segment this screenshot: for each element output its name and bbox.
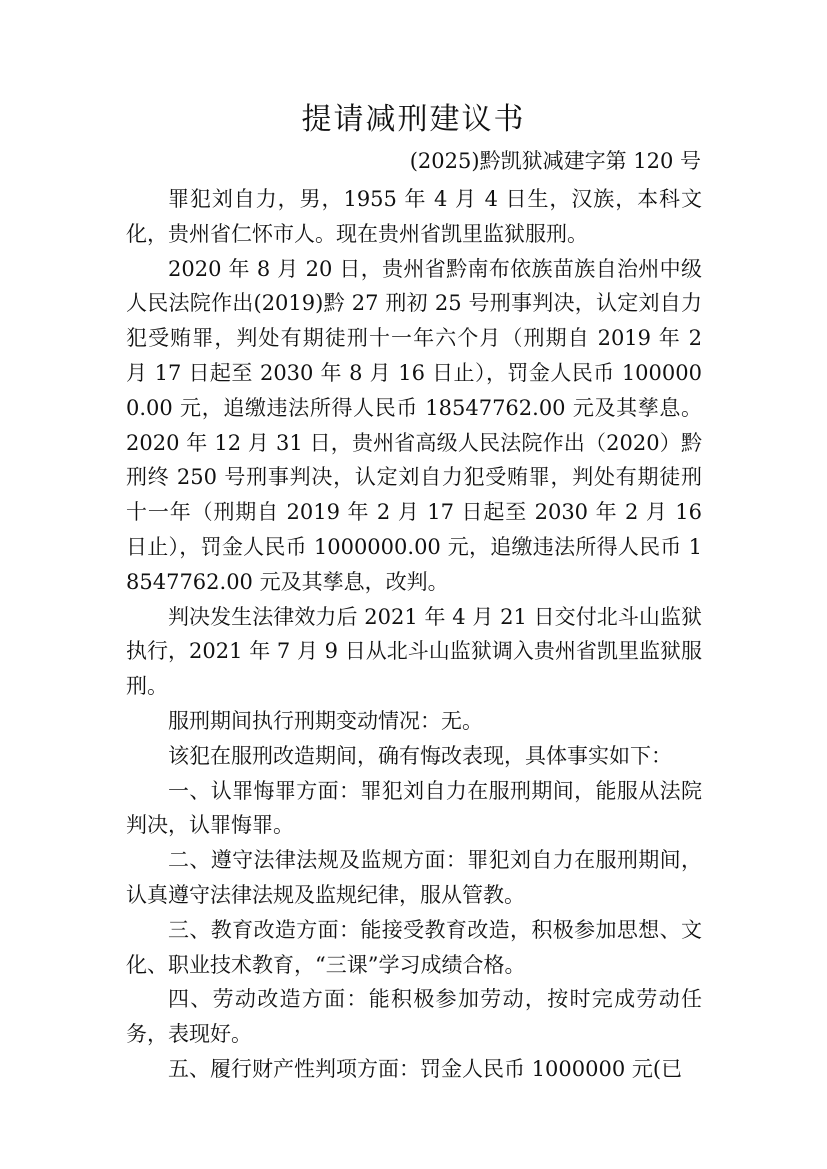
paragraph-repentance-intro: 该犯在服刑改造期间，确有悔改表现，具体事实如下： xyxy=(168,743,672,768)
paragraph-point-4: 四、劳动改造方面：能积极参加劳动，按时完成劳动任务，表现好。 xyxy=(126,987,702,1047)
paragraph-custody-transfer: 判决发生法律效力后 2021 年 4 月 21 日交付北斗山监狱执行，2021 年 7 月 9 日从北斗山监狱调入贵州省凯里监狱服刑。 xyxy=(126,604,702,699)
paragraph-sentence-change: 服刑期间执行刑期变动情况：无。 xyxy=(168,708,483,733)
paragraph-point-5: 五、履行财产性判项方面：罚金人民币 1000000 元(已 xyxy=(168,1056,683,1081)
document-number: (2025)黔凯狱减建字第 120 号 xyxy=(409,149,701,173)
document-body xyxy=(126,182,702,1087)
paragraph-criminal-info: 罪犯刘自力，男，1955 年 4 月 4 日生，汉族，本科文化，贵州省仁怀市人。现在贵州省凯里监狱服刑。 xyxy=(126,187,702,246)
paragraph-point-3: 三、教育改造方面：能接受教育改造，积极参加思想、文化、职业技术教育，“三课”学习成绩合格。 xyxy=(126,917,702,977)
paragraph-judgment: 2020 年 8 月 20 日，贵州省黔南布依族苗族自治州中级人民法院作出(2019)黔 27 刑初 25 号刑事判决，认定刘自力犯受贿罪，判处有期徒刑十一年六个月（刑期自 2019 年 2 月 17 日起至 2030 年 8 月 16 日止），罚金人民币 1000000.00 元，追缴违法所得人民币 18547762.00 元及其孳息。2020 年 12 月 31 日，贵州省高级人民法院作出（2020）黔刑终 250 号刑事判决，认定刘自力犯受贿罪，判处有期徒刑十一年（刑期自 2019 年 2 月 17 日起至 2030 年 2 月 16 日止），罚金人民币 1000000.00 元，追缴违法所得人民币 18547762.00 元及其孳息，改判。 xyxy=(126,256,702,594)
document-title: 提请减刑建议书 xyxy=(301,102,526,137)
paragraph-point-2: 二、遵守法律法规及监规方面：罪犯刘自力在服刑期间，认真遵守法律法规及监规纪律，服从管教。 xyxy=(126,848,702,907)
paragraph-point-1: 一、认罪悔罪方面：罪犯刘自力在服刑期间，能服从法院判决，认罪悔罪。 xyxy=(126,778,702,838)
